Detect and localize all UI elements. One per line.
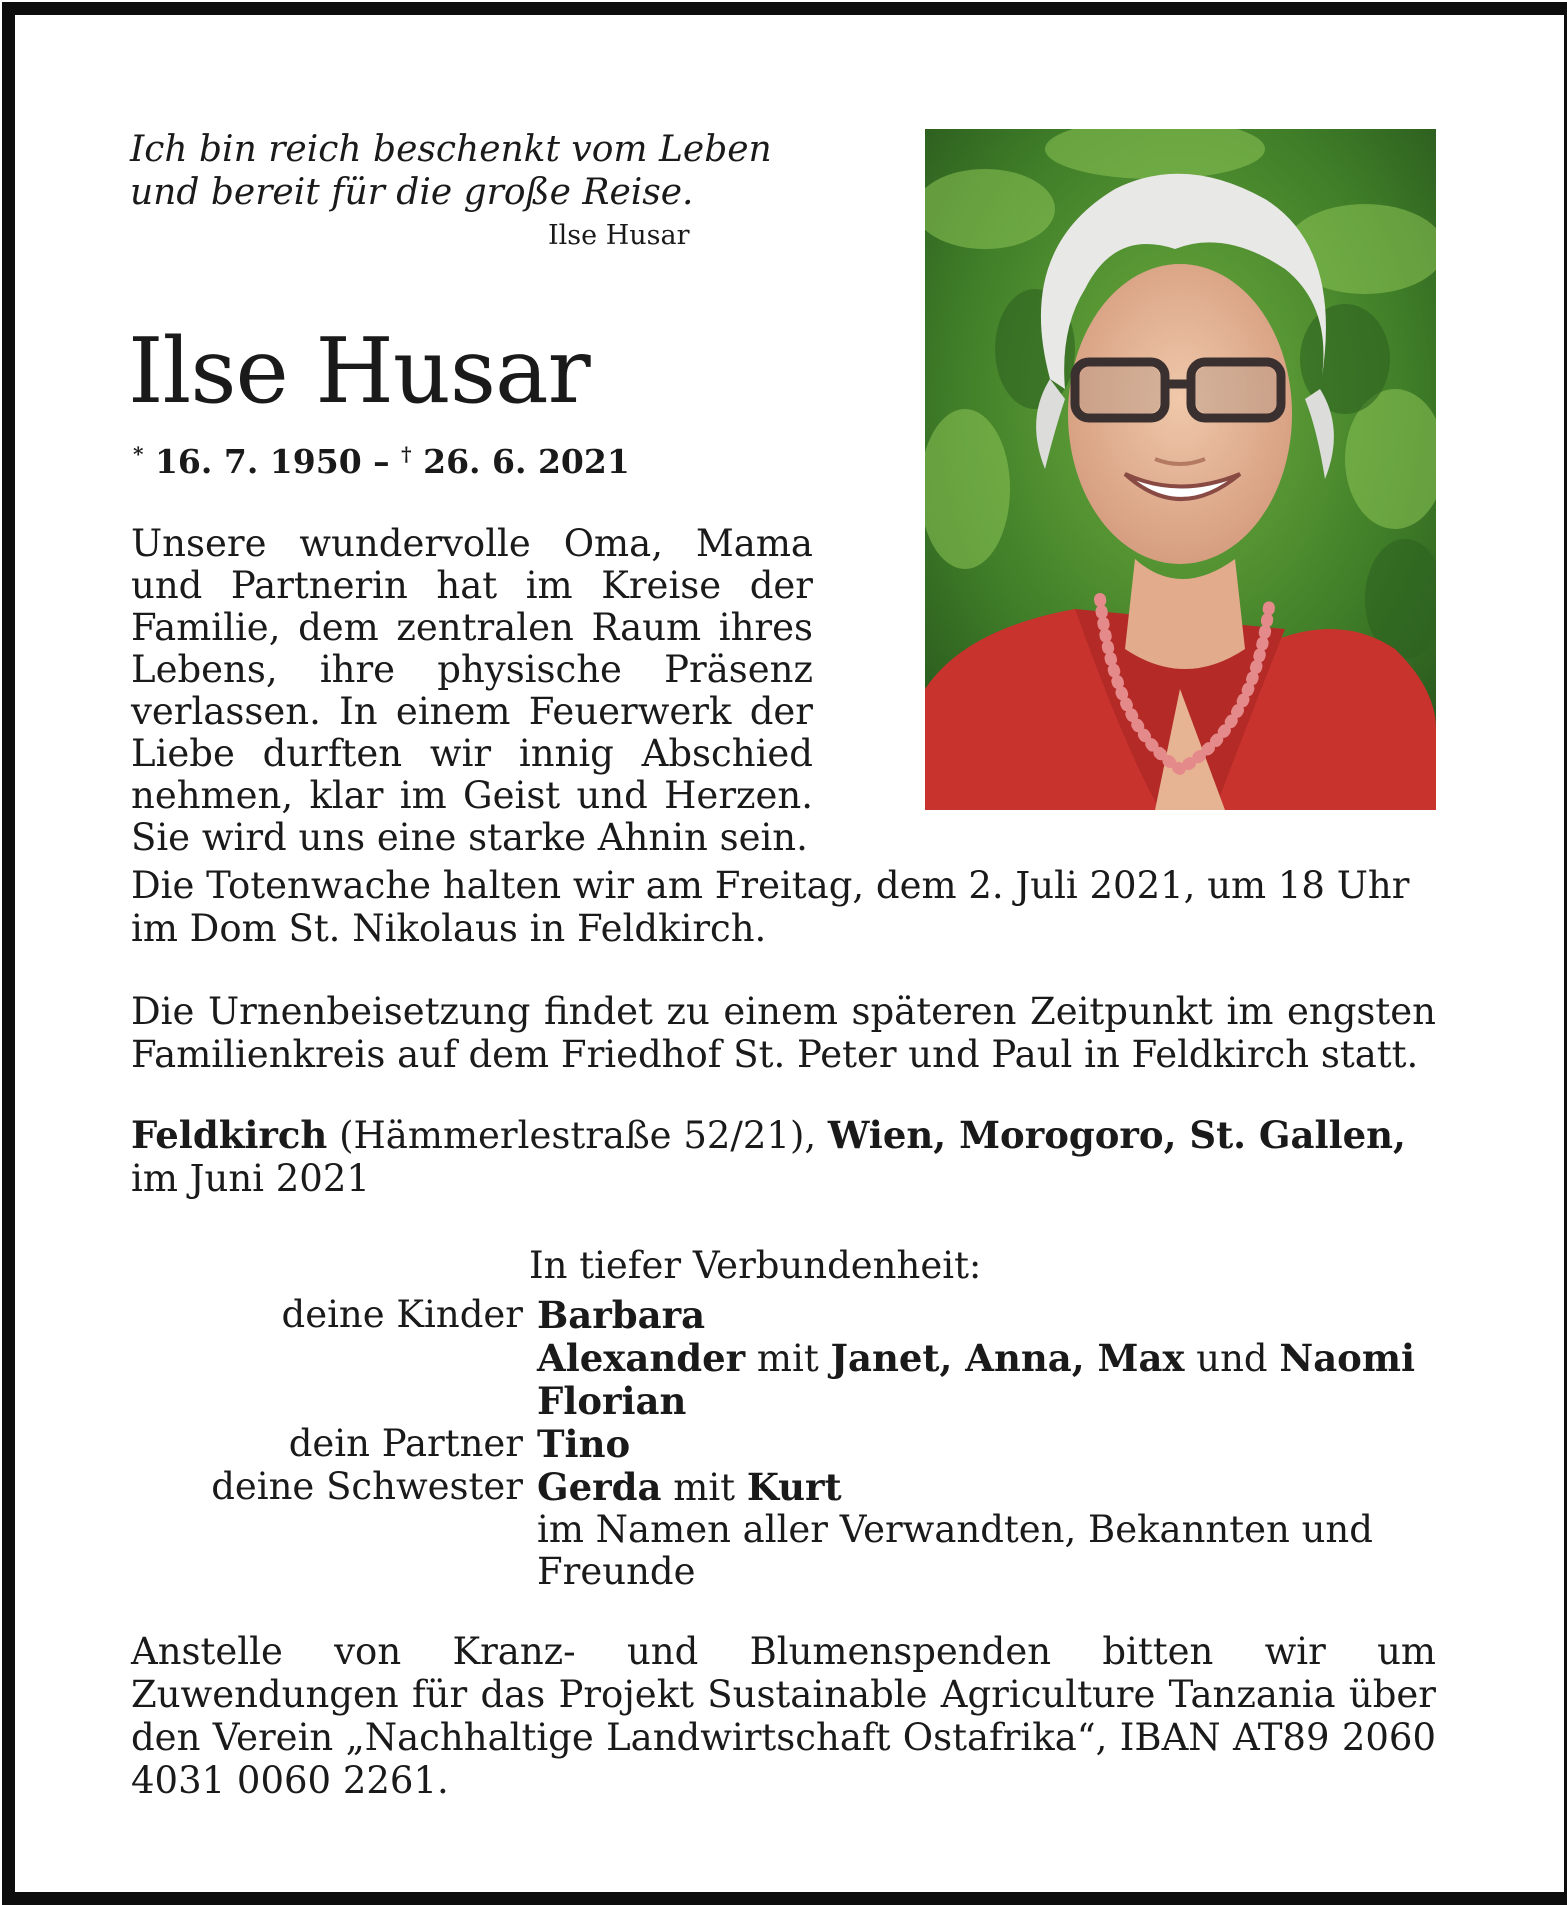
- family-member: Barbara: [537, 1293, 706, 1337]
- portrait-illustration: [925, 129, 1436, 810]
- connector-word: mit: [756, 1337, 819, 1380]
- motto-line-2: und bereit für die große Reise.: [130, 172, 694, 213]
- deceased-name: Ilse Husar: [128, 319, 590, 424]
- family-row: [131, 1380, 1441, 1423]
- death-date: 26. 6. 2021: [423, 442, 630, 481]
- location-block: [131, 1114, 1436, 1200]
- family-member: Naomi: [1279, 1336, 1416, 1380]
- family-member: Tino: [537, 1422, 631, 1466]
- life-dates: [133, 442, 630, 481]
- location-town: Feldkirch: [131, 1113, 328, 1157]
- donation-request: Anstelle von Kranz- und Blumenspenden bitten wir um Zuwendungen für das Projekt Sustainable Agriculture Tanzania über den Verein „Nachhaltige Landwirtschaft Ostafrika“, IBAN AT89 2060 4031 0060 2261.: [131, 1630, 1436, 1802]
- family-row: [131, 1466, 1441, 1509]
- family-row: [131, 1509, 1441, 1593]
- relation-label: deine Schwester: [211, 1465, 523, 1508]
- family-member: Gerda: [537, 1465, 662, 1509]
- motto-author: Ilse Husar: [548, 220, 690, 251]
- burial-paragraph: Die Urnenbeisetzung findet zu einem späteren Zeitpunkt im engsten Familienkreis auf dem Friedhof St. Peter und Paul in Feldkirch statt.: [131, 990, 1436, 1076]
- location-places: Wien, Morogoro, St. Gallen,: [827, 1113, 1406, 1157]
- relation-label: dein Partner: [288, 1422, 523, 1465]
- family-row: [131, 1337, 1441, 1380]
- portrait-photo: [925, 129, 1436, 810]
- location-date: im Juni 2021: [131, 1157, 370, 1200]
- family-row: [131, 1423, 1441, 1466]
- family-member: Florian: [537, 1379, 687, 1423]
- signoff: In tiefer Verbundenheit:: [529, 1244, 982, 1287]
- family-row: [131, 1294, 1441, 1337]
- family-member: Kurt: [746, 1465, 842, 1509]
- family-member: Janet, Anna, Max: [830, 1336, 1185, 1380]
- birth-symbol: *: [133, 442, 144, 466]
- family-list: [131, 1294, 1441, 1593]
- death-symbol: †: [401, 442, 412, 466]
- motto-line-1: Ich bin reich beschenkt vom Leben: [130, 129, 772, 170]
- date-separator: –: [373, 442, 390, 481]
- connector-word: mit: [673, 1466, 736, 1509]
- family-member: Alexander: [537, 1336, 746, 1380]
- intro-paragraph: Unsere wundervolle Oma, Mama und Partnerin hat im Kreise der Familie, dem zentralen Raum ihres Lebens, ihre physische Präsenz verlassen. In einem Feuerwerk der Liebe durften wir innig Abschied nehmen, klar im Geist und Herzen. Sie wird uns eine starke Ahnin sein.: [131, 522, 813, 859]
- wake-paragraph: Die Totenwache halten wir am Freitag, dem 2. Juli 2021, um 18 Uhr im Dom St. Nikolaus in Feldkirch.: [131, 864, 1410, 950]
- birth-date: 16. 7. 1950: [154, 442, 362, 481]
- connector-word: und: [1196, 1337, 1268, 1380]
- location-address: (Hämmerlestraße 52/21),: [339, 1114, 817, 1157]
- family-all: im Namen aller Verwandten, Bekannten und Freunde: [537, 1508, 1373, 1593]
- motto-quote: [130, 128, 772, 214]
- relation-label: deine Kinder: [281, 1293, 523, 1336]
